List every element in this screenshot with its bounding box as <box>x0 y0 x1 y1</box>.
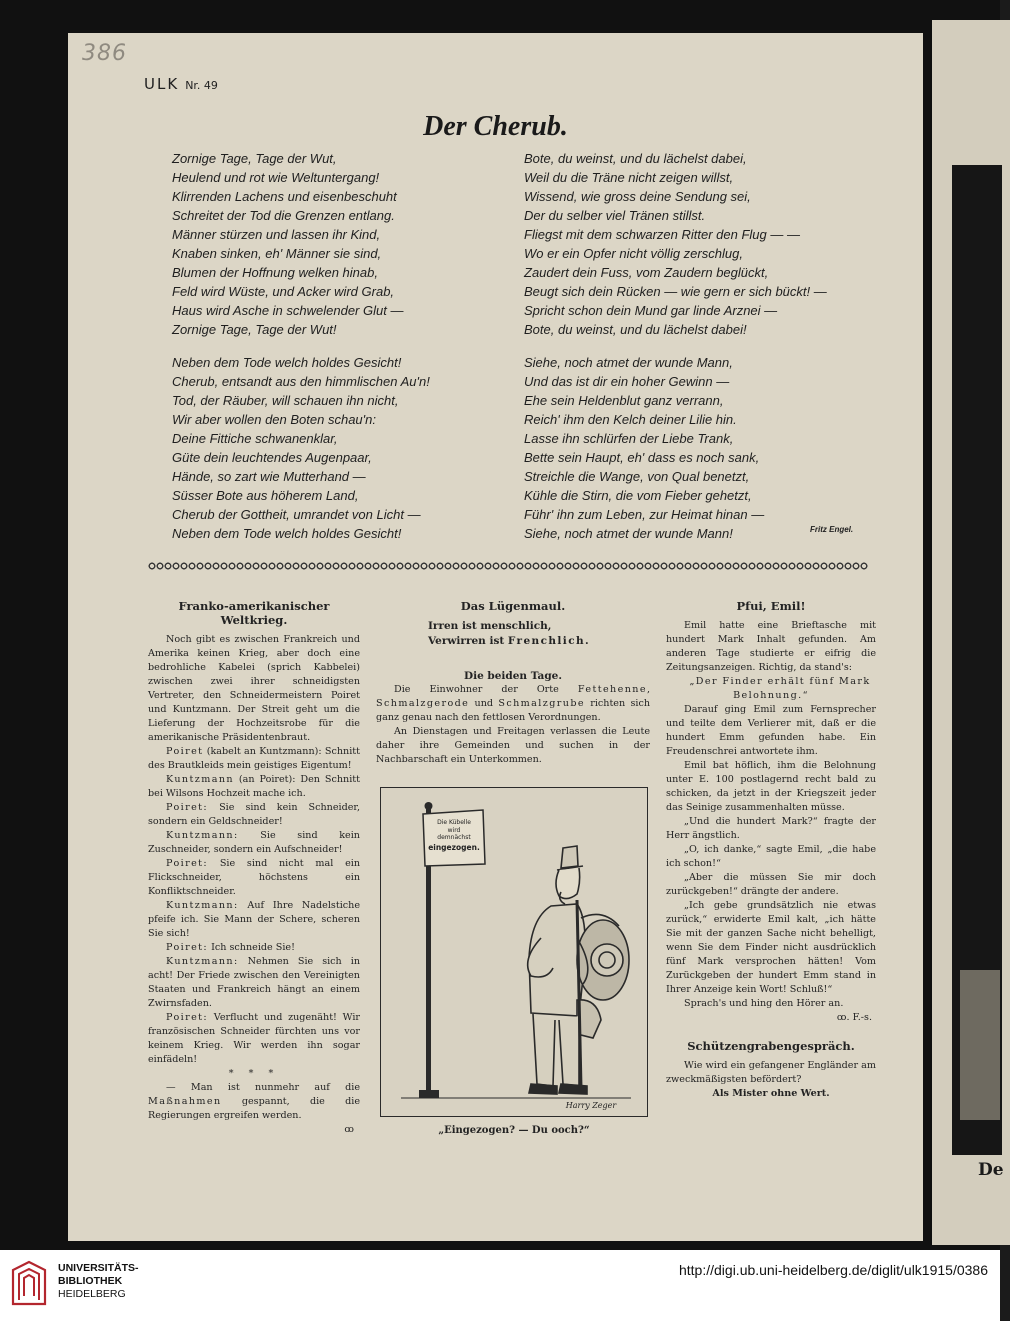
poem-line: Heulend und rot wie Weltuntergang! <box>172 170 380 185</box>
article-column-weltkrieg <box>148 599 360 1137</box>
poem-line: Haus wird Asche in schwelender Glut — <box>172 303 404 318</box>
article-paragraph: „Aber die müssen Sie mir doch zurückgeben!“ drängte der andere. <box>666 872 876 897</box>
section-stars: * * * <box>228 1068 280 1079</box>
poem-right-column <box>524 149 827 557</box>
article-paragraph: Wie wird ein gefangener Engländer am zweckmäßigsten befördert? <box>666 1060 876 1085</box>
article-column-luegenmaul <box>376 599 650 767</box>
poem-line: Tod, der Räuber, will schauen ihn nicht, <box>172 393 399 408</box>
poem-line: Beugt sich dein Rücken — wie gern er sich bückt! — <box>524 284 827 299</box>
poem-line: Kühle die Stirn, die vom Fieber gehetzt, <box>524 488 752 503</box>
library-name[interactable] <box>58 1262 139 1301</box>
magazine-title: ULK <box>144 75 180 93</box>
university-library-logo-icon[interactable] <box>10 1260 48 1308</box>
speaker: Poiret: <box>166 1012 209 1023</box>
article-paragraph: An Dienstagen und Freitagen verlassen die Leute daher ihre Gemeinden und suchen in der Nachbarschaft ein Unterkommen. <box>376 726 650 765</box>
permalink-url[interactable]: http://digi.ub.uni-heidelberg.de/diglit/ulk1915/0386 <box>678 1262 988 1278</box>
poem-line: Hände, so zart wie Mutterhand — <box>172 469 366 484</box>
poem-line: Wissend, wie gross deine Sendung sei, <box>524 189 751 204</box>
viewer-footer <box>0 1250 1000 1321</box>
ornament: ꝏ <box>344 1124 354 1135</box>
poem-line: Zornige Tage, Tage der Wut! <box>172 322 337 337</box>
page-header <box>144 75 218 93</box>
poem-line: Bette sein Haupt, eh' dass es noch sank, <box>524 450 760 465</box>
spaced-word: Frenchlich. <box>507 635 591 647</box>
dialogue-text: Ich schneide Sie! <box>208 942 295 953</box>
poem-line: Bote, du weinst, und du lächelst dabei! <box>524 322 747 337</box>
dialogue-text: Sie sind kein Zuschneider, sondern ein Aufschneider! <box>148 830 360 855</box>
sign-text-1: Die Kübelle <box>437 819 471 826</box>
speaker: Kuntzmann <box>166 774 234 785</box>
article-heading: Schützengrabengespräch. <box>687 1039 855 1053</box>
poem-line: Blumen der Hoffnung welken hinab, <box>172 265 378 280</box>
dialogue-line <box>148 955 360 1011</box>
sign-text-3: demnächst <box>437 834 471 841</box>
poem-line: Ehe sein Heldenblut ganz verrann, <box>524 393 724 408</box>
speaker: Kuntzmann: <box>166 830 239 841</box>
poem-line: Siehe, noch atmet der wunde Mann! <box>524 526 733 541</box>
dialogue-line <box>148 829 360 857</box>
dialogue-line <box>148 941 360 955</box>
article-paragraph: „Ich gebe grundsätzlich nie etwas zurück,“ erwiderte Emil kalt, „ich hätte Sie mit der ganzen Sache nicht behelligt, wenn Sie dem Finder nicht ausdrücklich fünf Mark versprochen hätten! Vom Zurückgeben der hundert Emm stand in Ihrer Anzeige kein Wort! Schluß!“ <box>666 900 876 995</box>
ornamental-divider <box>148 561 868 571</box>
text-run: , <box>646 684 650 695</box>
article-heading: Franko-amerikanischer Weltkrieg. <box>178 599 330 627</box>
poem-line: Siehe, noch atmet der wunde Mann, <box>524 355 733 370</box>
speaker: Poiret: <box>166 802 209 813</box>
article-paragraph <box>376 683 650 725</box>
pencil-page-number: 386 <box>82 41 127 66</box>
sign-text-4: eingezogen. <box>428 843 480 852</box>
article-paragraph: Noch gibt es zwischen Frankreich und Amerika keinen Krieg, aber doch eine bedrohliche Kabelei (sprich Kabbelei) zwischen zwei ihrer schneidigsten Vertreter, den Schneidermeistern Poiret und Kuntzmann. Der Streit geht um die Lieferung der Hochzeitsrobe für die amerikanische Präsidentenbraut. <box>148 634 360 743</box>
article-subheading: Die beiden Tage. <box>463 670 563 682</box>
poem-line: Wir aber wollen den Boten schau'n: <box>172 412 376 427</box>
soldier-drawing <box>381 788 646 1115</box>
text-run: richten sich ganz genau nach den fettlosen Verordnungen. <box>376 698 650 723</box>
poem-line: Neben dem Tode welch holdes Gesicht! <box>172 355 402 370</box>
spaced-word: Schmalzgrube <box>498 698 585 709</box>
poem-line: Führ' ihn zum Leben, zur Heimat hinan — <box>524 507 765 522</box>
article-paragraph <box>148 1081 360 1123</box>
dialogue-line <box>148 773 360 801</box>
text-run: Die Einwohner der Orte <box>394 684 578 695</box>
poem-line: Süsser Bote aus höherem Land, <box>172 488 359 503</box>
article-quote: „Der Finder erhält fünf Mark Belohnung.“ <box>689 676 871 701</box>
library-name-line: UNIVERSITÄTS- <box>58 1262 139 1274</box>
spaced-word: Maßnahmen <box>148 1096 222 1107</box>
lead-line: Irren ist menschlich, <box>428 620 552 632</box>
poem-line: Feld wird Wüste, und Acker wird Grab, <box>172 284 395 299</box>
poem-line: Lasse ihn schlürfen der Liebe Trank, <box>524 431 734 446</box>
spaced-word: Schmalzgerode <box>376 698 470 709</box>
article-answer: Als Mister ohne Wert. <box>712 1088 830 1099</box>
poem-line: Männer stürzen und lassen ihr Kind, <box>172 227 381 242</box>
speaker: Kuntzmann: <box>166 956 239 967</box>
dialogue-text: Nehmen Sie sich in acht! Der Friede zwischen den Vereinigten Staaten und Frankreich hängt an einem Zwirnsfaden. <box>148 956 360 1009</box>
poem-line: Neben dem Tode welch holdes Gesicht! <box>172 526 402 541</box>
poem-line: Zaudert dein Fuss, vom Zaudern beglückt, <box>524 265 769 280</box>
library-name-line: HEIDELBERG <box>58 1288 126 1300</box>
adjacent-page-text: De <box>978 1160 1004 1180</box>
artist-signature: Harry Zeger <box>565 1101 617 1110</box>
issue-number: Nr. 49 <box>185 79 218 92</box>
poem-line: Fliegst mit dem schwarzen Ritter den Flug — — <box>524 227 800 242</box>
text-run: Verwirren ist <box>428 635 508 647</box>
poem-line: Weil du die Träne nicht zeigen willst, <box>524 170 734 185</box>
poem-stanza <box>524 149 827 339</box>
article-signature: ꝏ. F.-s. <box>836 1012 872 1023</box>
poem-line: Bote, du weinst, und du lächelst dabei, <box>524 151 747 166</box>
sign-text-2: wird <box>447 827 461 834</box>
poem-line: Zornige Tage, Tage der Wut, <box>172 151 337 166</box>
cartoon-illustration <box>380 787 648 1117</box>
article-heading: Das Lügenmaul. <box>460 599 566 613</box>
cartoon-caption: „Eingezogen? — Du ooch?“ <box>438 1125 590 1136</box>
dialogue-line <box>148 1011 360 1067</box>
lead-line <box>376 634 650 649</box>
dialogue-text: (kabelt an Kuntzmann): Schnitt des Brautkleids mein geistiges Eigentum! <box>148 746 360 771</box>
poem-line: Streichle die Wange, von Qual benetzt, <box>524 469 750 484</box>
library-name-line: BIBLIOTHEK <box>58 1275 123 1287</box>
dialogue-line <box>148 857 360 899</box>
article-paragraph: Darauf ging Emil zum Fernsprecher und teilte dem Verlierer mit, daß er die hundert Emm gefunden habe. Ein Freudenschrei antwortete ihm. <box>666 704 876 757</box>
article-paragraph: Sprach's und hing den Hörer an. <box>684 998 844 1009</box>
poem-line: Schreitet der Tod die Grenzen entlang. <box>172 208 395 223</box>
dialogue-text: Sie sind kein Schneider, sondern ein Geldschneider! <box>148 802 360 827</box>
poem-line: Und das ist dir ein hoher Gewinn — <box>524 374 730 389</box>
poem-line: Cherub der Gottheit, umrandet von Licht — <box>172 507 421 522</box>
dialogue-text: Sie sind nicht mal ein Flickschneider, höchstens ein Konfliktschneider. <box>148 858 360 897</box>
article-paragraph: Emil hatte eine Brieftasche mit hundert Mark Inhalt gefunden. Am anderen Tage studierte er eifrig die Zeitungsanzeigen. Richtig, da stand's: <box>666 620 876 673</box>
adjacent-page <box>930 20 1010 1245</box>
article-paragraph: „Und die hundert Mark?“ fragte der Herr ängstlich. <box>666 816 876 841</box>
adjacent-page-figure <box>960 970 1000 1120</box>
poem-line: Klirrenden Lachens und eisenbeschuht <box>172 189 397 204</box>
dialogue-line <box>148 801 360 829</box>
dialogue-text: (an Poiret): Den Schnitt bei Wilsons Hochzeit mache ich. <box>148 774 360 799</box>
speaker: Kuntzmann: <box>166 900 239 911</box>
poem-line: Der du selber viel Tränen stillst. <box>524 208 706 223</box>
poem-line: Wo er ein Opfer nicht völlig zerschlug, <box>524 246 743 261</box>
poem-stanza <box>172 149 430 339</box>
article-heading: Pfui, Emil! <box>736 599 806 613</box>
article-paragraph: Emil bat höflich, ihm die Belohnung unter E. 100 postlagernd recht bald zu schicken, da jetzt in der Kriegszeit jeder das Seinige zusammenhalten müsse. <box>666 760 876 813</box>
text-run: gespannt, die die Regierungen ergreifen werden. <box>148 1096 360 1121</box>
poem-line: Deine Fittiche schwanenklar, <box>172 431 338 446</box>
poem-line: Knaben sinken, eh' Männer sie sind, <box>172 246 382 261</box>
poem-author: Fritz Engel. <box>810 525 854 534</box>
poem-line: Spricht schon dein Mund gar linde Arznei — <box>524 303 778 318</box>
text-run: — Man ist nunmehr auf die <box>166 1082 360 1093</box>
dialogue-line <box>148 899 360 941</box>
dialogue-line <box>148 745 360 773</box>
poem-title: Der Cherub. <box>423 111 568 142</box>
text-run: und <box>469 698 499 709</box>
article-column-pfui-emil <box>666 599 876 1101</box>
magazine-page <box>68 33 923 1241</box>
dialogue-text: Auf Ihre Nadelstiche pfeife ich. Sie Mann der Schere, scheren Sie sich! <box>148 900 360 939</box>
poem-line: Güte dein leuchtendes Augenpaar, <box>172 450 372 465</box>
poem-line: Cherub, entsandt aus den himmlischen Au'n! <box>172 374 430 389</box>
dialogue-text: Verflucht und zugenäht! Wir französischen Schneider fürchten uns vor keinem Krieg. Wir werden ihn sogar einfädeln! <box>148 1012 360 1065</box>
speaker: Poiret: <box>166 942 209 953</box>
speaker: Poiret <box>166 746 204 757</box>
poem-stanza <box>524 353 827 543</box>
poem-left-column <box>172 149 430 557</box>
poem-line: Reich' ihm den Kelch deiner Lilie hin. <box>524 412 737 427</box>
spaced-word: Fettehenne <box>577 684 647 695</box>
speaker: Poiret: <box>166 858 209 869</box>
poem-stanza <box>172 353 430 543</box>
article-paragraph: „O, ich danke,“ sagte Emil, „die habe ich schon!“ <box>666 844 876 869</box>
